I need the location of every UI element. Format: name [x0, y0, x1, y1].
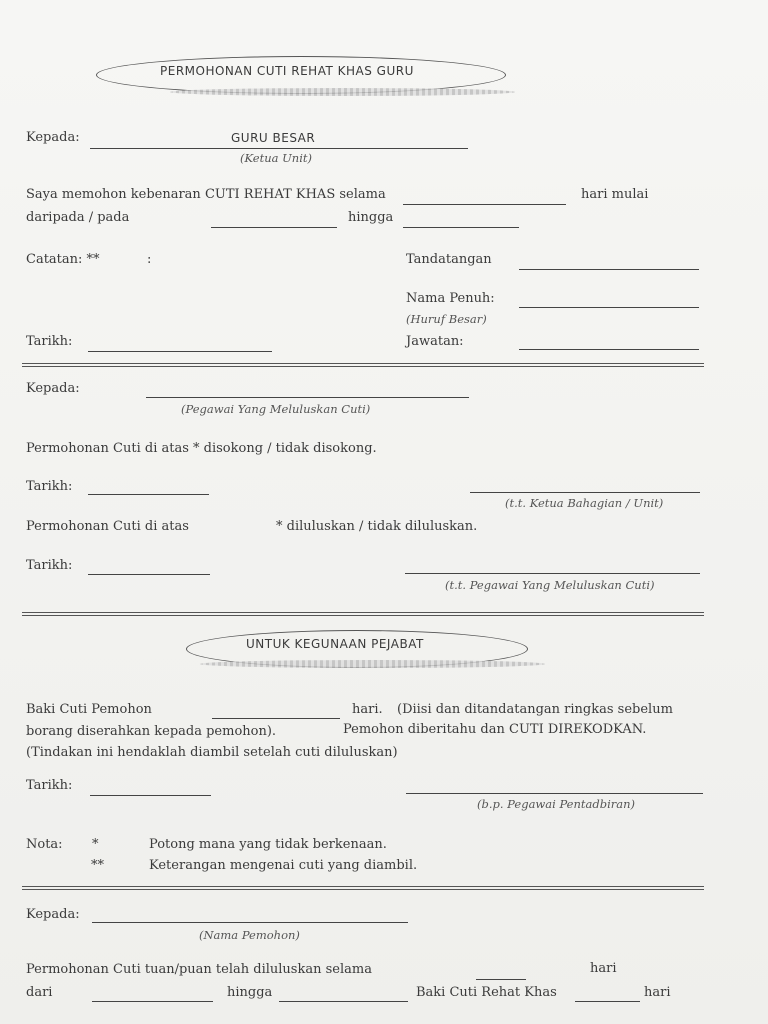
title-underscribble	[170, 88, 515, 96]
tt-pegawai-caption: (t.t. Pegawai Yang Meluluskan Cuti)	[445, 578, 655, 592]
kepada-label: Kepada:	[26, 130, 80, 145]
tarikh-line-3[interactable]	[88, 574, 210, 575]
ketua-bahagian-caption: (t.t. Ketua Bahagian / Unit)	[505, 496, 664, 510]
pemohon-diberitahu-text: Pemohon diberitahu dan CUTI DIREKODKAN.	[343, 722, 647, 737]
baki-rehat-line[interactable]	[575, 1001, 640, 1002]
tandatangan-line[interactable]	[519, 269, 699, 270]
divider-1	[22, 363, 704, 367]
diluluskan-text-a: Permohonan Cuti di atas	[26, 519, 189, 534]
office-use-title: UNTUK KEGUNAAN PEJABAT	[246, 637, 424, 651]
jawatan-line[interactable]	[519, 349, 699, 350]
hingga-line[interactable]	[403, 227, 519, 228]
nota-star-1: *	[92, 837, 99, 852]
tarikh-line-4[interactable]	[90, 795, 211, 796]
catatan-colon: :	[147, 252, 152, 267]
disokong-text: Permohonan Cuti di atas * disokong / tidak disokong.	[26, 441, 377, 456]
nama-pemohon-caption: (Nama Pemohon)	[199, 928, 300, 942]
nota-text-1: Potong mana yang tidak berkenaan.	[149, 837, 387, 852]
jawatan-label: Jawatan:	[406, 334, 464, 349]
kepada-label-3: Kepada:	[26, 907, 80, 922]
title-underscribble-2	[200, 660, 545, 668]
tindakan-text: (Tindakan ini hendaklah diambil setelah cuti diluluskan)	[26, 745, 398, 760]
saya-memohon-text: Saya memohon kebenaran CUTI REHAT KHAS selama	[26, 187, 386, 202]
pegawai-caption: (Pegawai Yang Meluluskan Cuti)	[181, 402, 371, 416]
nota-label: Nota:	[26, 837, 63, 852]
dari-label: dari	[26, 985, 53, 1000]
bp-caption: (b.p. Pegawai Pentadbiran)	[477, 797, 636, 811]
kepada-line-3[interactable]	[92, 922, 408, 923]
tarikh-line-1[interactable]	[88, 351, 272, 352]
bp-line[interactable]	[406, 793, 703, 794]
tarikh-label-2: Tarikh:	[26, 479, 73, 494]
kepada-label-2: Kepada:	[26, 381, 80, 396]
tt-pegawai-line[interactable]	[405, 573, 700, 574]
nota-text-2: Keterangan mengenai cuti yang diambil.	[149, 858, 418, 873]
permohonan-text: Permohonan Cuti tuan/puan telah diluluskan selama	[26, 962, 372, 977]
form-title: PERMOHONAN CUTI REHAT KHAS GURU	[160, 64, 414, 78]
kepada-value: GURU BESAR	[231, 131, 316, 145]
hingga-line-2[interactable]	[279, 1001, 408, 1002]
catatan-label: Catatan: **	[26, 252, 100, 267]
tarikh-line-2[interactable]	[88, 494, 209, 495]
tarikh-label-1: Tarikh:	[26, 334, 73, 349]
hari-mulai-text: hari mulai	[581, 187, 649, 202]
huruf-besar-caption: (Huruf Besar)	[406, 312, 487, 326]
tarikh-label-4: Tarikh:	[26, 778, 73, 793]
borang-text: borang diserahkan kepada pemohon).	[26, 724, 277, 739]
baki-label: Baki Cuti Pemohon	[26, 702, 152, 717]
diisi-text: (Diisi dan ditandatangan ringkas sebelum	[397, 702, 673, 717]
tarikh-label-3: Tarikh:	[26, 558, 73, 573]
divider-2	[22, 612, 704, 616]
baki-line[interactable]	[212, 718, 340, 719]
nama-penuh-label: Nama Penuh:	[406, 291, 495, 306]
selama-line-2[interactable]	[476, 979, 526, 980]
tandatangan-label: Tandatangan	[406, 252, 492, 267]
hari-text-1: hari	[590, 961, 617, 976]
dari-line[interactable]	[92, 1001, 213, 1002]
kepada-line-2[interactable]	[146, 397, 469, 398]
ketua-bahagian-line[interactable]	[470, 492, 700, 493]
hingga-label: hingga	[348, 210, 394, 225]
kepada-line[interactable]	[90, 148, 468, 149]
daripada-label: daripada / pada	[26, 210, 130, 225]
hari-text-2: hari	[644, 985, 671, 1000]
daripada-line[interactable]	[211, 227, 337, 228]
hingga-label-2: hingga	[227, 985, 273, 1000]
ketua-unit-caption: (Ketua Unit)	[240, 151, 312, 165]
nama-penuh-line[interactable]	[519, 307, 699, 308]
baki-rehat-khas-label: Baki Cuti Rehat Khas	[416, 985, 557, 1000]
divider-3	[22, 886, 704, 890]
diluluskan-text-b: * diluluskan / tidak diluluskan.	[276, 519, 478, 534]
nota-star-2: **	[91, 858, 104, 873]
baki-hari: hari.	[352, 702, 383, 717]
selama-line[interactable]	[403, 204, 566, 205]
